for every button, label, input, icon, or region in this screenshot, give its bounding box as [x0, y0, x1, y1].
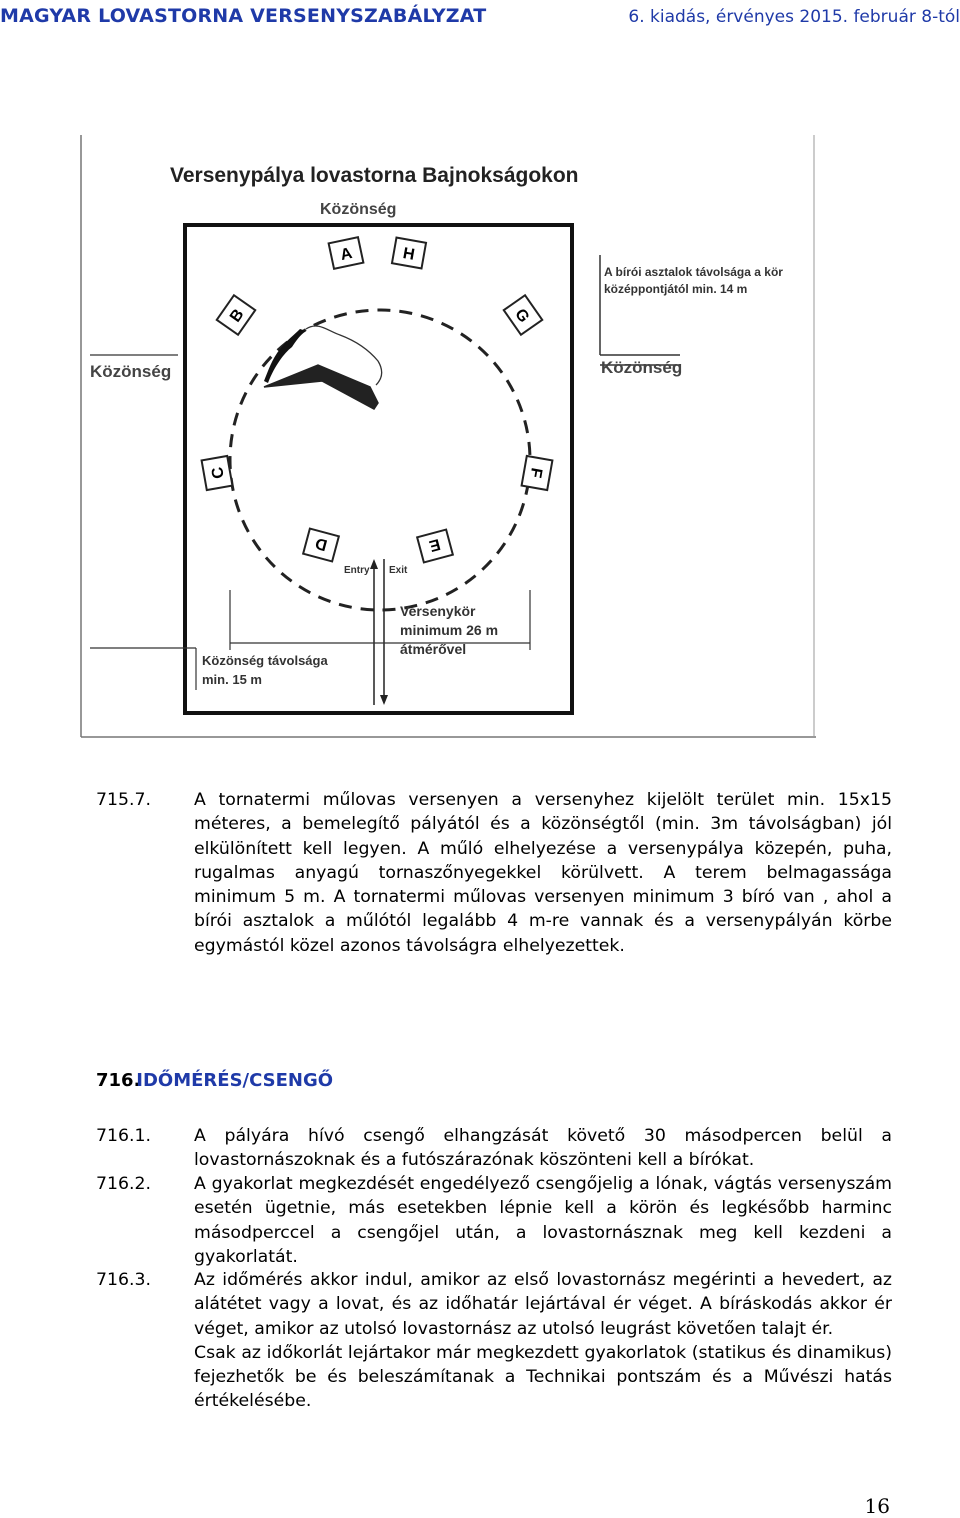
svg-text:B: B [226, 306, 248, 326]
svg-text:G: G [511, 305, 533, 326]
paragraph-716-2 [96, 1172, 892, 1269]
entry-label: Entry [344, 565, 370, 576]
exit-label: Exit [389, 565, 408, 576]
paragraph-number: 716.3. [96, 1270, 151, 1290]
svg-text:A: A [338, 244, 354, 264]
paragraph-text: A gyakorlat megkezdését engedélyező csengőjelig a lónak, vágtás versenyszám esetén ügetnie, más esetekben lépnie kell a körön és legkésőbb harminc másodperccel a csengőjel után, a lovastornásznak meg kell kezdeni a gyakorlatát. [194, 1174, 892, 1267]
section-title: IDŐMÉRÉS/CSENGŐ [136, 1070, 334, 1091]
paragraph-text: A pályára hívó csengő elhangzását követő 30 másodpercen belül a lovastornászoknak és a futószárazónak köszönteni kell a bírókat. [194, 1126, 892, 1171]
competition-circle [230, 310, 530, 610]
edition-info: 6. kiadás, érvényes 2015. február 8-tól [628, 7, 960, 27]
circle-note-2: minimum 26 m [400, 622, 499, 638]
paragraph-text-2: Csak az időkorlát lejártakor már megkezdett gyakorlatok (statikus és dinamikus) fejezhetők be és beleszámítanak a Technikai pontszám és a Művészi hatás értékelésébe. [194, 1342, 892, 1412]
distance-note-1: Közönség távolsága [202, 653, 328, 668]
svg-text:E: E [427, 534, 442, 555]
audience-top-label: Közönség [320, 201, 397, 218]
paragraph-text: A tornatermi műlovas versenyen a versenyhez kijelölt terület min. 15x15 méteres, a bemelegítő pályától és a közönségtől (min. 3m távolságban) jól elkülönített kell legyen. A műló elhelyezése a versenypálya közepén, puha, rugalmas anyagú tornaszőnyegekkel körülvett. A terem belmagassága minimum 5 m. A tornatermi műlovas versenyen minimum 3 bíró van , ahol a bírói asztalok a műlótól legalább 4 m-re vannak és a versenypályán körbe egymástól közel azonos távolságra elhelyezettek. [194, 790, 892, 956]
horse-icon [264, 326, 382, 409]
document-title: MAGYAR LOVASTORNA VERSENYSZABÁLYZAT [0, 5, 487, 27]
svg-text:F: F [526, 466, 545, 480]
judge-table-a [329, 237, 364, 269]
paragraph-number: 716.2. [96, 1174, 151, 1194]
audience-right-label: Közönség [601, 358, 683, 377]
page-number: 16 [864, 1494, 890, 1518]
judge-table-h [392, 238, 426, 269]
judge-table-f [522, 456, 553, 490]
paragraph-number: 715.7. [96, 790, 151, 810]
section-716-heading [96, 1070, 333, 1091]
paragraph-716-1 [96, 1124, 892, 1173]
judge-table-b [217, 295, 256, 334]
paragraph-text-1: Az időmérés akkor indul, amikor az első lovastornász megérinti a hevedert, az alátétet vagy a lovat, és az időhatár lejártával ér véget. A bíráskodás akkor ér véget, amikor az utolsó lovastornász az utolsó leugrást követően talajt ér. [194, 1270, 892, 1339]
diagram-title: Versenypálya lovastorna Bajnokságokon [170, 164, 579, 187]
paragraph-715-7 [96, 788, 892, 958]
judge-table-d [303, 529, 339, 562]
judge-table-g [504, 295, 543, 334]
arena-diagram [78, 135, 818, 740]
svg-text:D: D [313, 533, 330, 554]
judge-table-c [202, 456, 233, 490]
page-header [0, 0, 960, 38]
section-number: 716. [96, 1070, 141, 1091]
judge-table-e [417, 530, 453, 563]
paragraph-number: 716.1. [96, 1126, 151, 1146]
svg-text:C: C [209, 465, 228, 480]
audience-left-label: Közönség [90, 362, 172, 381]
paragraph-716-3 [96, 1268, 892, 1414]
circle-note-3: átmérővel [400, 641, 467, 657]
svg-text:H: H [401, 245, 416, 264]
circle-note-1: Versenykör [400, 603, 476, 619]
distance-note-2: min. 15 m [202, 672, 262, 687]
judges-distance-note-2: középpontjától min. 14 m [604, 282, 748, 296]
judges-distance-note-1: A bírói asztalok távolsága a kör [604, 265, 783, 279]
